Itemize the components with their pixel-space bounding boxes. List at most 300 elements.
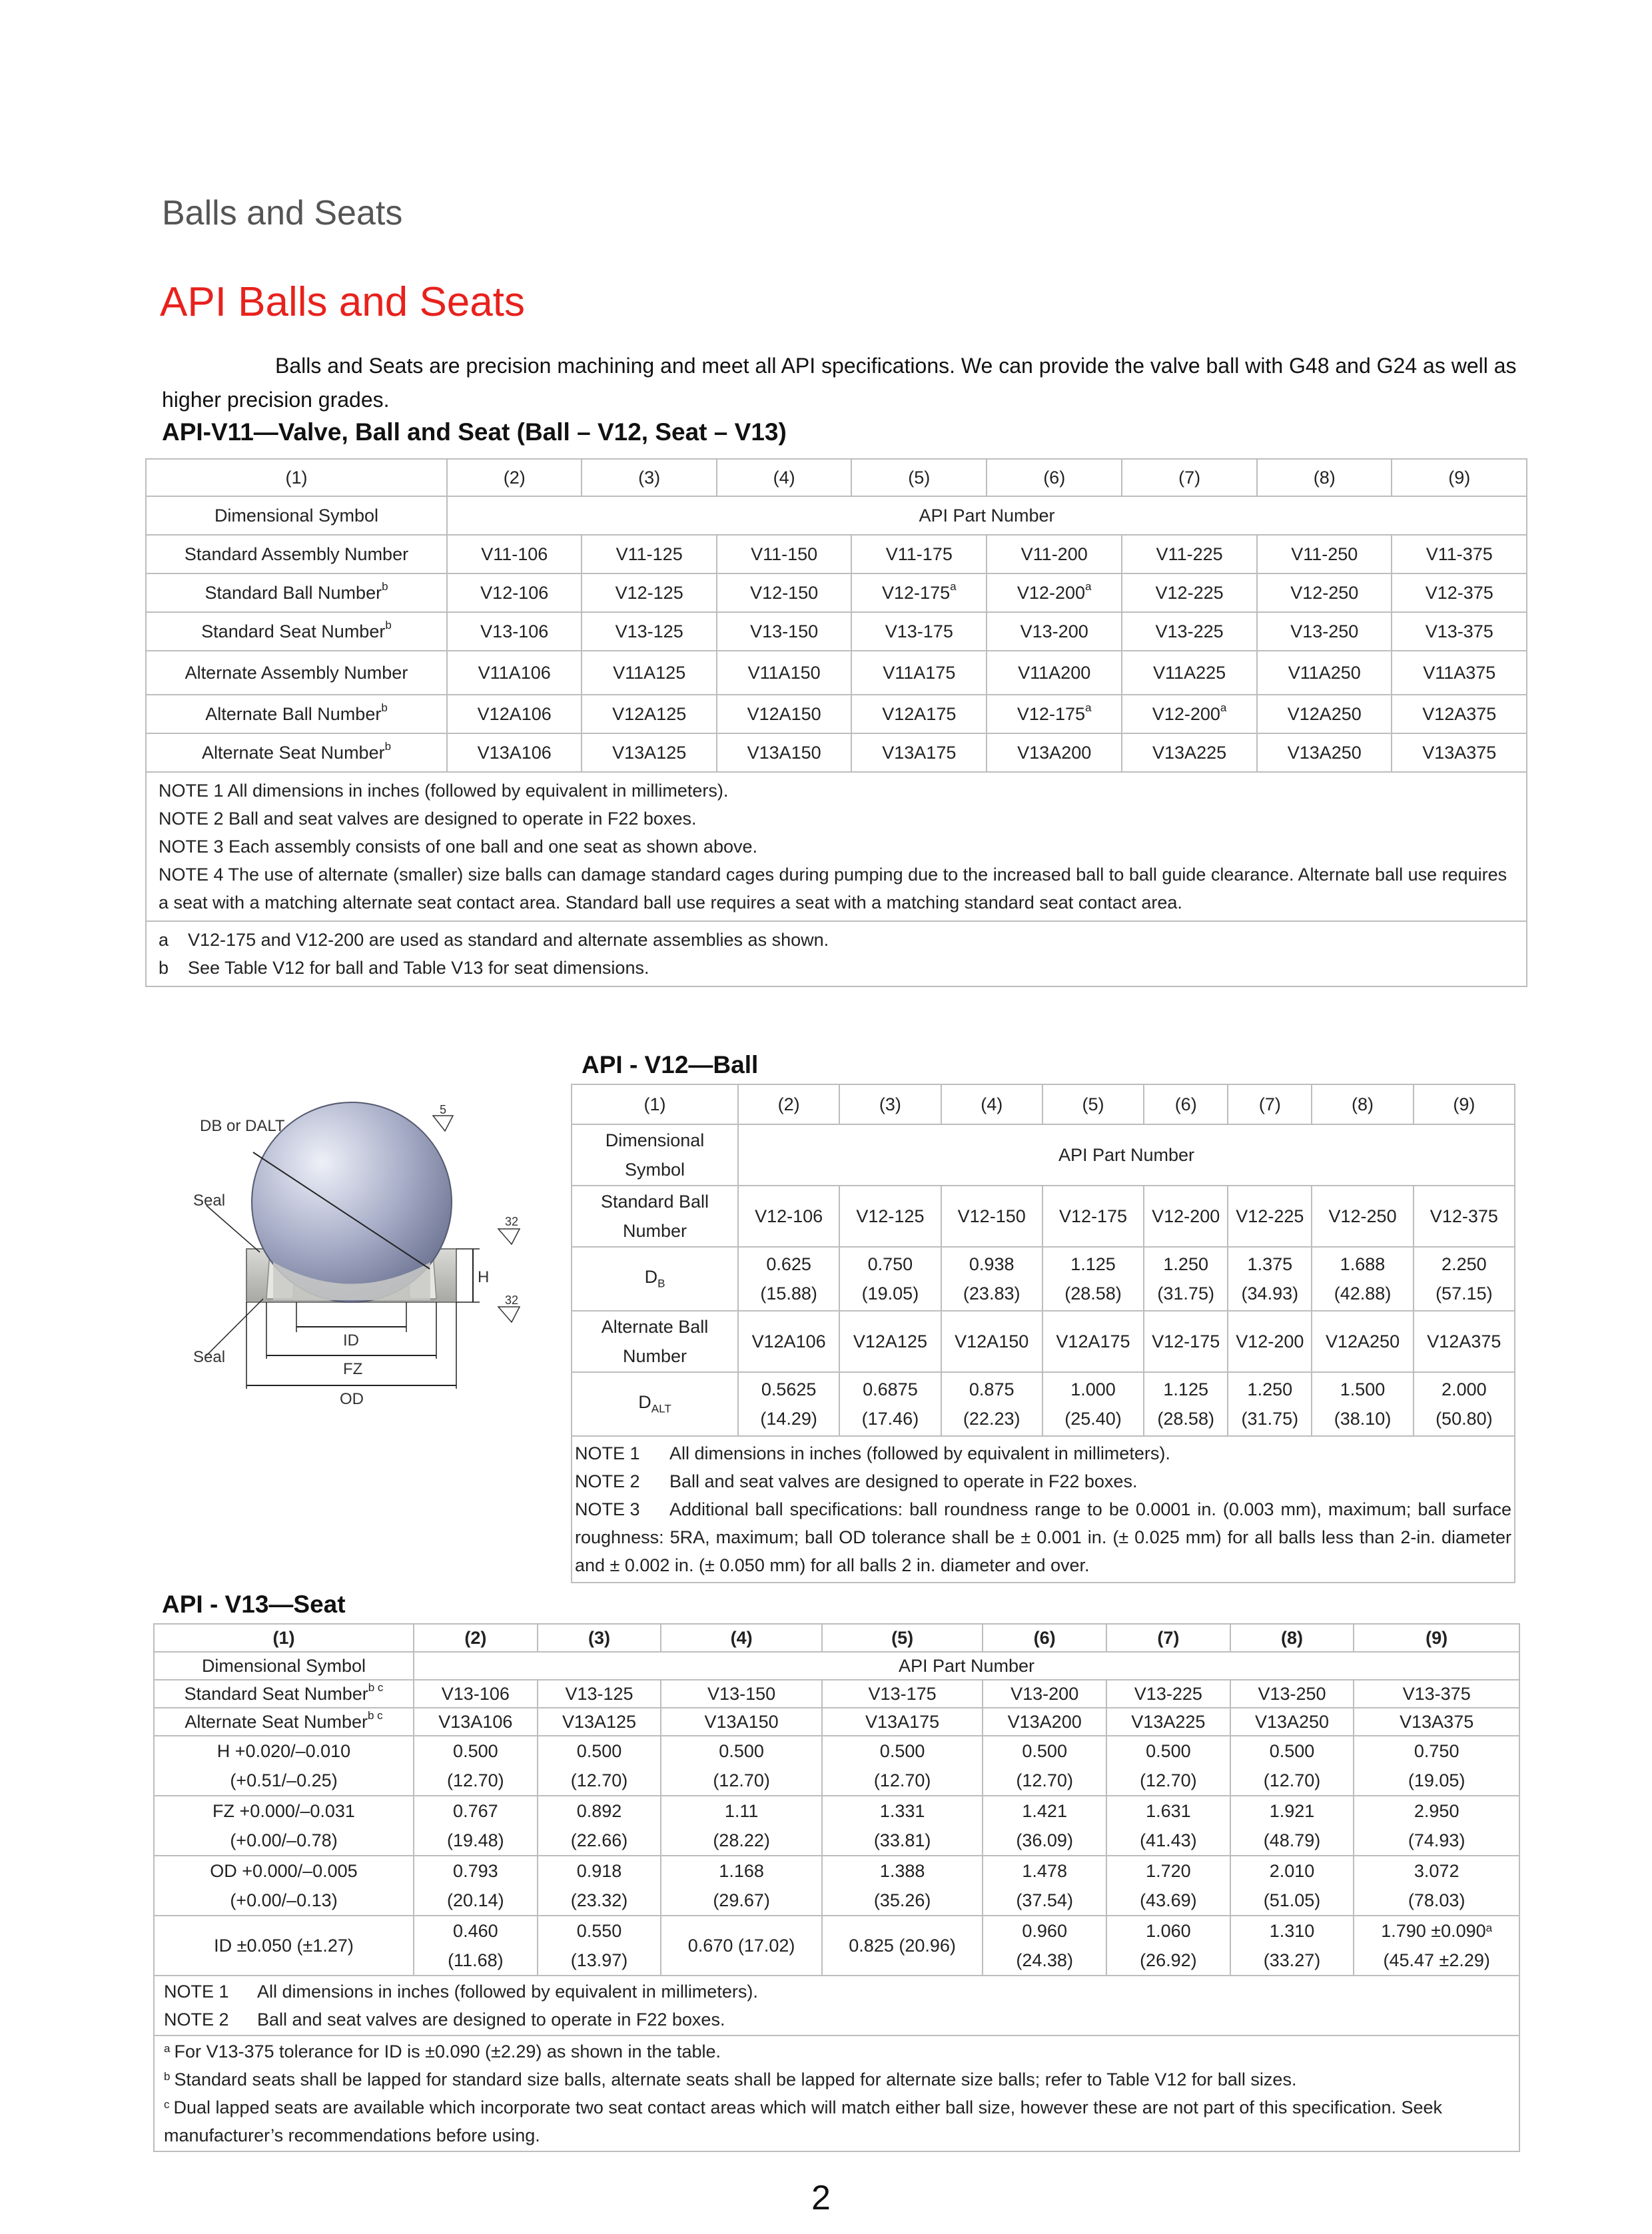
v11-cell-text: V13A250 bbox=[1287, 742, 1362, 763]
v12-notes-row bbox=[572, 1436, 1515, 1583]
v12-dimensional-symbol: Dimensional Symbol bbox=[572, 1124, 738, 1186]
v13-od-label bbox=[154, 1856, 414, 1916]
v11-cell bbox=[1392, 612, 1527, 651]
v13-id-cell-in-text: 0.550 bbox=[576, 1921, 622, 1941]
v11-cell bbox=[1122, 612, 1257, 651]
v13-fz-cell bbox=[1106, 1796, 1230, 1856]
v11-row-label-text: Alternate Ball Number bbox=[205, 703, 382, 724]
v13-api-part-number: API Part Number bbox=[414, 1652, 1519, 1680]
v12-db-cell bbox=[839, 1247, 941, 1311]
v11-cell bbox=[851, 651, 987, 695]
v12-standard-cell: V12-175 bbox=[1042, 1186, 1144, 1247]
v11-cell bbox=[1257, 612, 1392, 651]
v13-col-number: (1) bbox=[154, 1624, 414, 1652]
v12-db-cell bbox=[1042, 1247, 1144, 1311]
v11-cell-text: V12-175 bbox=[882, 582, 951, 603]
v12-dalt-cell-in: 2.000 bbox=[1442, 1379, 1487, 1399]
v12-dalt-cell-in: 0.875 bbox=[969, 1379, 1015, 1399]
v11-cell-text: V13-225 bbox=[1155, 621, 1224, 641]
v13-h-cell-mm: (12.70) bbox=[570, 1770, 628, 1790]
v12-dalt-cell-mm: (38.10) bbox=[1334, 1409, 1392, 1429]
v13-footnote-text: Dual lapped seats are available which incorporate two seat contact areas which will match either ball size, however these are not part of this specification. Seek manufacturer’s recommendations before using. bbox=[164, 2097, 1443, 2145]
v11-cell-text: V11-175 bbox=[885, 544, 953, 564]
intro-paragraph: Balls and Seats are precision machining and meet all API specifications. We can provide the valve ball with G48 and G24 as well as higher precision grades. bbox=[162, 354, 1517, 412]
label-seal-top: Seal bbox=[193, 1192, 226, 1210]
v12-alternate-cell: V12-200 bbox=[1228, 1311, 1312, 1372]
v13-col-number: (4) bbox=[661, 1624, 822, 1652]
v13-od-cell-in: 3.072 bbox=[1414, 1861, 1459, 1881]
v11-cell-text: V11A106 bbox=[478, 662, 551, 683]
v12-col-number: (5) bbox=[1042, 1084, 1144, 1124]
v11-cell-text: V11A375 bbox=[1423, 662, 1496, 683]
v11-cell-text: V13-200 bbox=[1020, 621, 1088, 641]
v11-cell bbox=[987, 695, 1122, 733]
v13-footnote bbox=[164, 2093, 1509, 2149]
v11-cell-text: V13-125 bbox=[615, 621, 683, 641]
v13-alternate-cell: V13A106 bbox=[414, 1708, 538, 1736]
v13-col-number: (3) bbox=[538, 1624, 661, 1652]
v12-dalt-cell-mm: (31.75) bbox=[1241, 1409, 1299, 1429]
v12-db-cell bbox=[1228, 1247, 1312, 1311]
v11-cell-text: V13A200 bbox=[1017, 742, 1092, 763]
v11-cell-text: V11-200 bbox=[1021, 544, 1088, 564]
v13-id-cell bbox=[414, 1916, 538, 1976]
v13-footnote-text: For V13-375 tolerance for ID is ±0.090 (±2.29) as shown in the table. bbox=[174, 2042, 721, 2061]
v11-cell bbox=[987, 733, 1122, 772]
v13-fz-cell-mm: (33.81) bbox=[873, 1830, 931, 1850]
v11-cell-text: V12-200 bbox=[1152, 703, 1220, 724]
v11-col-number: (2) bbox=[447, 459, 582, 496]
v13-id-row bbox=[154, 1916, 1519, 1976]
v11-row-label bbox=[146, 535, 447, 573]
v13-fz-cell-in: 1.331 bbox=[879, 1801, 925, 1821]
v13-od-cell-mm: (23.32) bbox=[570, 1890, 628, 1910]
v13-h-cell-in: 0.500 bbox=[719, 1741, 764, 1761]
v11-cell-text: V11-150 bbox=[751, 544, 818, 564]
v13-col-number: (9) bbox=[1354, 1624, 1519, 1652]
v13-h-cell-in: 0.500 bbox=[576, 1741, 622, 1761]
v12-col-numbers-row bbox=[572, 1084, 1515, 1124]
v12-db-cell-in: 1.125 bbox=[1070, 1254, 1116, 1274]
v11-cell-text: V11A125 bbox=[613, 662, 686, 683]
v13-footnote bbox=[164, 2038, 1509, 2065]
v11-cell bbox=[851, 733, 987, 772]
label-32-bottom: 32 bbox=[505, 1294, 519, 1307]
v13-id-cell bbox=[1106, 1916, 1230, 1976]
v11-cell-text: V12A375 bbox=[1422, 703, 1497, 724]
v13-fz-cell bbox=[414, 1796, 538, 1856]
v13-od-cell-mm: (43.69) bbox=[1140, 1890, 1197, 1910]
v13-id-label: ID ±0.050 (±1.27) bbox=[154, 1916, 414, 1976]
v11-row-label bbox=[146, 695, 447, 733]
main-title: API Balls and Seats bbox=[160, 279, 525, 325]
v11-heading: API-V11—Valve, Ball and Seat (Ball – V12, Seat – V13) bbox=[162, 418, 787, 446]
v11-cell bbox=[987, 651, 1122, 695]
v11-col-number: (9) bbox=[1392, 459, 1527, 496]
v13-footnotes-row bbox=[154, 2036, 1519, 2151]
v13-id-cell bbox=[822, 1916, 983, 1976]
v13-note-label: NOTE 1 bbox=[164, 1982, 229, 2002]
v12-db-cell-mm: (57.15) bbox=[1436, 1284, 1493, 1303]
v12-col-number: (4) bbox=[941, 1084, 1042, 1124]
v12-note-text: Additional ball specifications: ball roundness range to be 0.0001 in. (0.003 mm), maximum; ball surface roughness: 5RA, maximum; ball OD tolerance shall be ± 0.001 in. (± 0.025 mm) for all balls less than 2-in. diameter and ± 0.002 in. (± 0.050 mm) for all balls 2 in. diameter and over. bbox=[575, 1499, 1511, 1575]
v13-note-label: NOTE 2 bbox=[164, 2010, 229, 2030]
v11-row-label-text: Alternate Seat Number bbox=[201, 742, 385, 763]
v13-footnote bbox=[164, 2065, 1509, 2093]
v12-standard-cell: V12-106 bbox=[738, 1186, 839, 1247]
v13-id-cell-in bbox=[986, 1916, 1103, 1946]
v12-dalt-cell bbox=[1414, 1372, 1515, 1436]
v13-h-cell bbox=[1106, 1736, 1230, 1796]
v11-col-number: (6) bbox=[987, 459, 1122, 496]
v13-footnote-mark: b bbox=[164, 2070, 171, 2083]
v12-col-number: (1) bbox=[572, 1084, 738, 1124]
v11-cell-text: V13A225 bbox=[1152, 742, 1227, 763]
v13-standard-row bbox=[154, 1680, 1519, 1708]
v12-db-cell-mm: (34.93) bbox=[1241, 1284, 1299, 1303]
v11-row bbox=[146, 612, 1527, 651]
v11-cell bbox=[1392, 535, 1527, 573]
v13-id-cell-mm: (11.68) bbox=[448, 1950, 504, 1970]
v11-cell-text: V12-106 bbox=[480, 582, 549, 603]
v12-dalt-label bbox=[572, 1372, 738, 1436]
v13-h-cell bbox=[983, 1736, 1106, 1796]
v11-cell bbox=[582, 535, 716, 573]
v12-alternate-cell: V12A375 bbox=[1414, 1311, 1515, 1372]
v12-dalt-cell bbox=[1312, 1372, 1413, 1436]
v13-h-label-in: H +0.020/–0.010 bbox=[216, 1741, 351, 1761]
v13-standard-cell: V13-175 bbox=[822, 1680, 983, 1708]
v13-alternate-cell: V13A150 bbox=[661, 1708, 822, 1736]
v11-note: NOTE 2 Ball and seat valves are designed to operate in F22 boxes. bbox=[159, 809, 697, 829]
v13-id-cell-mm: (26.92) bbox=[1140, 1950, 1197, 1970]
v13-id-cell-in bbox=[417, 1916, 534, 1946]
v11-row-label-text: Alternate Assembly Number bbox=[185, 662, 408, 683]
v11-cell-text: V11-125 bbox=[616, 544, 683, 564]
label-db: DB or DALT bbox=[200, 1117, 285, 1135]
v12-dalt-cell-mm: (17.46) bbox=[861, 1409, 919, 1429]
label-seal-bottom: Seal bbox=[193, 1348, 226, 1366]
v13-fz-cell-in: 2.950 bbox=[1414, 1801, 1459, 1821]
v13-h-cell bbox=[414, 1736, 538, 1796]
v13-col-numbers-row bbox=[154, 1624, 1519, 1652]
v13-id-cell-in bbox=[1234, 1916, 1351, 1946]
label-id: ID bbox=[343, 1331, 359, 1349]
v12-db-label-sub: B bbox=[657, 1277, 665, 1290]
v12-table bbox=[571, 1084, 1515, 1583]
v13-id-cell-in-text: 0.460 bbox=[453, 1921, 498, 1941]
v11-cell-text: V13A150 bbox=[747, 742, 821, 763]
v13-fz-cell-in: 1.11 bbox=[724, 1801, 759, 1821]
v11-cell-sup: a bbox=[1085, 701, 1092, 714]
v11-cell bbox=[717, 651, 851, 695]
v13-od-cell-mm: (51.05) bbox=[1263, 1890, 1321, 1910]
v11-cell bbox=[1392, 651, 1527, 695]
v12-note bbox=[575, 1439, 1511, 1467]
v12-db-cell bbox=[1414, 1247, 1515, 1311]
v11-cell-text: V13-250 bbox=[1290, 621, 1359, 641]
v13-od-label-in: OD +0.000/–0.005 bbox=[210, 1861, 358, 1881]
v13-id-cell-mm: (33.27) bbox=[1263, 1950, 1321, 1970]
v12-col-number: (2) bbox=[738, 1084, 839, 1124]
v11-cell-text: V13A375 bbox=[1422, 742, 1497, 763]
v13-h-cell-mm: (12.70) bbox=[713, 1770, 770, 1790]
v13-h-cell-in: 0.750 bbox=[1414, 1741, 1459, 1761]
v11-cell-text: V11A225 bbox=[1153, 662, 1226, 683]
v11-cell bbox=[717, 733, 851, 772]
v11-cell bbox=[582, 651, 716, 695]
v12-standard-cell: V12-375 bbox=[1414, 1186, 1515, 1247]
v11-cell bbox=[1122, 573, 1257, 612]
v13-od-cell bbox=[414, 1856, 538, 1916]
v11-cell-text: V12A150 bbox=[747, 703, 821, 724]
v12-col-number: (3) bbox=[839, 1084, 941, 1124]
v13-od-cell bbox=[538, 1856, 661, 1916]
v13-id-cell bbox=[1354, 1916, 1519, 1976]
v12-dalt-cell bbox=[738, 1372, 839, 1436]
v11-cell bbox=[447, 535, 582, 573]
v11-cell-text: V12A175 bbox=[882, 703, 957, 724]
v11-table bbox=[145, 458, 1527, 987]
v13-h-label bbox=[154, 1736, 414, 1796]
v13-fz-cell-in: 0.892 bbox=[576, 1801, 622, 1821]
v13-col-number: (7) bbox=[1106, 1624, 1230, 1652]
v13-alternate-cell: V13A375 bbox=[1354, 1708, 1519, 1736]
v12-db-cell-mm: (23.83) bbox=[963, 1284, 1021, 1303]
v12-db-cell-mm: (42.88) bbox=[1334, 1284, 1392, 1303]
v11-cell-text: V12-250 bbox=[1290, 582, 1359, 603]
v11-cell bbox=[1257, 535, 1392, 573]
v11-col-number: (1) bbox=[146, 459, 447, 496]
v13-col-number: (5) bbox=[822, 1624, 983, 1652]
v12-header-row bbox=[572, 1124, 1515, 1186]
v13-h-cell bbox=[1354, 1736, 1519, 1796]
v12-alternate-label: Alternate Ball Number bbox=[572, 1311, 738, 1372]
v12-note-text: All dimensions in inches (followed by equivalent in millimeters). bbox=[669, 1443, 1170, 1463]
v12-dalt-cell bbox=[839, 1372, 941, 1436]
v13-id-cell bbox=[661, 1916, 822, 1976]
v13-standard-cell: V13-200 bbox=[983, 1680, 1106, 1708]
v11-cell bbox=[1122, 535, 1257, 573]
v13-od-cell bbox=[1230, 1856, 1354, 1916]
v13-alternate-cell: V13A200 bbox=[983, 1708, 1106, 1736]
v11-col-number: (3) bbox=[582, 459, 716, 496]
v13-h-cell-in: 0.500 bbox=[1022, 1741, 1067, 1761]
v13-fz-cell bbox=[661, 1796, 822, 1856]
v13-id-cell-mm: (24.38) bbox=[1016, 1950, 1073, 1970]
v11-cell-text: V12A250 bbox=[1287, 703, 1362, 724]
v12-dalt-cell-in: 1.250 bbox=[1247, 1379, 1293, 1399]
v11-cell-text: V13-375 bbox=[1425, 621, 1493, 641]
v13-standard-cell: V13-106 bbox=[414, 1680, 538, 1708]
v13-id-cell bbox=[983, 1916, 1106, 1976]
v12-alternate-cell: V12A106 bbox=[738, 1311, 839, 1372]
v11-cell bbox=[851, 695, 987, 733]
v13-od-cell-in: 1.168 bbox=[719, 1861, 764, 1881]
v11-cell bbox=[1122, 695, 1257, 733]
v11-note: NOTE 3 Each assembly consists of one ball and one seat as shown above. bbox=[159, 837, 758, 857]
v13-od-cell-in: 1.388 bbox=[879, 1861, 925, 1881]
v13-alternate-label-sup: b c bbox=[367, 1708, 383, 1722]
v13-footnote-mark: a bbox=[164, 2042, 171, 2055]
v13-heading: API - V13—Seat bbox=[162, 1591, 346, 1618]
v12-db-cell-in: 2.250 bbox=[1442, 1254, 1487, 1274]
v11-dimensional-symbol: Dimensional Symbol bbox=[146, 496, 447, 535]
v11-cell bbox=[1392, 733, 1527, 772]
v12-alternate-cell: V12A175 bbox=[1042, 1311, 1144, 1372]
v11-cell bbox=[582, 695, 716, 733]
v11-cell bbox=[1122, 651, 1257, 695]
v13-h-cell-mm: (12.70) bbox=[447, 1770, 504, 1790]
v11-col-numbers-row bbox=[146, 459, 1527, 496]
v11-cell bbox=[1257, 573, 1392, 612]
v11-row bbox=[146, 695, 1527, 733]
v11-cell bbox=[1392, 573, 1527, 612]
v11-cell bbox=[987, 535, 1122, 573]
v12-note-label: NOTE 1 bbox=[575, 1443, 640, 1463]
v11-cell-text: V12-375 bbox=[1425, 582, 1493, 603]
v11-cell-text: V12-125 bbox=[615, 582, 683, 603]
v12-dalt-cell-mm: (14.29) bbox=[760, 1409, 817, 1429]
v11-col-number: (5) bbox=[851, 459, 987, 496]
v13-od-cell-mm: (20.14) bbox=[447, 1890, 504, 1910]
v12-standard-label: Standard Ball Number bbox=[572, 1186, 738, 1247]
v13-fz-cell-in: 1.921 bbox=[1269, 1801, 1315, 1821]
v13-h-cell bbox=[822, 1736, 983, 1796]
v11-cell-text: V13-106 bbox=[480, 621, 549, 641]
v11-cell bbox=[447, 612, 582, 651]
v13-h-cell-in: 0.500 bbox=[879, 1741, 925, 1761]
v13-od-cell-mm: (35.26) bbox=[873, 1890, 931, 1910]
label-5: 5 bbox=[440, 1103, 447, 1116]
v11-cell bbox=[851, 612, 987, 651]
v13-id-cell-in-text: 0.825 (20.96) bbox=[849, 1936, 956, 1956]
v12-api-part-number: API Part Number bbox=[738, 1124, 1515, 1186]
v13-fz-cell-mm: (19.48) bbox=[447, 1830, 504, 1850]
v13-footnotes bbox=[154, 2036, 1519, 2151]
v12-dalt-cell bbox=[1228, 1372, 1312, 1436]
v11-cell-sup: a bbox=[1085, 579, 1092, 593]
v12-db-cell bbox=[1144, 1247, 1228, 1311]
v12-standard-cell: V12-150 bbox=[941, 1186, 1042, 1247]
v11-note: NOTE 1 All dimensions in inches (followed by equivalent in millimeters). bbox=[159, 781, 729, 801]
v11-row-label-sup: b bbox=[382, 579, 388, 593]
v11-row-label bbox=[146, 573, 447, 612]
label-od: OD bbox=[340, 1390, 364, 1408]
v11-footnote-mark: a bbox=[159, 930, 169, 950]
v13-h-cell-mm: (12.70) bbox=[1016, 1770, 1073, 1790]
v12-dalt-cell-mm: (25.40) bbox=[1064, 1409, 1122, 1429]
v13-h-cell-in: 0.500 bbox=[453, 1741, 498, 1761]
v13-alternate-row bbox=[154, 1708, 1519, 1736]
v13-notes bbox=[154, 1976, 1519, 2036]
v11-row bbox=[146, 535, 1527, 573]
v13-od-cell-in: 0.918 bbox=[576, 1861, 622, 1881]
v12-db-cell-in: 0.938 bbox=[969, 1254, 1015, 1274]
v11-footnotes bbox=[146, 921, 1527, 986]
v13-fz-label bbox=[154, 1796, 414, 1856]
v11-row-label bbox=[146, 612, 447, 651]
v12-db-label-text: D bbox=[644, 1267, 658, 1288]
v11-cell-text: V11A175 bbox=[883, 662, 956, 683]
v11-col-number: (7) bbox=[1122, 459, 1257, 496]
v11-cell bbox=[1257, 695, 1392, 733]
v12-col-number: (8) bbox=[1312, 1084, 1413, 1124]
v11-cell bbox=[987, 573, 1122, 612]
v12-dalt-cell-in: 0.6875 bbox=[863, 1379, 918, 1399]
v13-h-cell bbox=[1230, 1736, 1354, 1796]
v11-header-row bbox=[146, 496, 1527, 535]
v13-alternate-cell: V13A175 bbox=[822, 1708, 983, 1736]
v13-note-text: All dimensions in inches (followed by equivalent in millimeters). bbox=[257, 1982, 758, 2002]
v11-cell-text: V13A106 bbox=[477, 742, 552, 763]
v13-od-cell-in: 2.010 bbox=[1269, 1861, 1315, 1881]
v13-fz-label-mm: (+0.00/–0.78) bbox=[230, 1830, 338, 1850]
v12-dalt-cell-in: 0.5625 bbox=[761, 1379, 817, 1399]
v13-h-cell bbox=[538, 1736, 661, 1796]
v11-cell-text: V12A125 bbox=[612, 703, 687, 724]
v11-notes-row bbox=[146, 772, 1527, 921]
v12-alternate-cell: V12A125 bbox=[839, 1311, 941, 1372]
v11-cell bbox=[1392, 695, 1527, 733]
v12-note bbox=[575, 1495, 1511, 1579]
v13-id-cell bbox=[1230, 1916, 1354, 1976]
v13-dimensional-symbol: Dimensional Symbol bbox=[154, 1652, 414, 1680]
v12-col-number: (7) bbox=[1228, 1084, 1312, 1124]
v11-cell bbox=[1257, 733, 1392, 772]
v11-cell bbox=[447, 651, 582, 695]
v11-row bbox=[146, 733, 1527, 772]
label-fz: FZ bbox=[343, 1360, 363, 1378]
v12-db-cell-mm: (28.58) bbox=[1064, 1284, 1122, 1303]
v11-api-part-number: API Part Number bbox=[447, 496, 1527, 535]
v13-od-cell bbox=[1354, 1856, 1519, 1916]
v11-cell-text: V11-375 bbox=[1426, 544, 1493, 564]
v11-notes bbox=[146, 772, 1527, 921]
v13-header-row bbox=[154, 1652, 1519, 1680]
section-title: Balls and Seats bbox=[162, 194, 403, 232]
v13-fz-cell bbox=[983, 1796, 1106, 1856]
v13-id-cell-in bbox=[664, 1931, 819, 1960]
v13-id-cell-in bbox=[1357, 1916, 1516, 1946]
v13-fz-cell-mm: (74.93) bbox=[1408, 1830, 1465, 1850]
v13-fz-cell bbox=[538, 1796, 661, 1856]
v13-od-cell-in: 0.793 bbox=[453, 1861, 498, 1881]
v11-footnote bbox=[159, 926, 1514, 954]
v13-standard-label-sup: b c bbox=[368, 1680, 384, 1694]
v13-id-cell-in-text: 1.060 bbox=[1146, 1921, 1191, 1941]
v11-cell bbox=[582, 733, 716, 772]
v12-standard-cell: V12-125 bbox=[839, 1186, 941, 1247]
v13-id-cell-in-text: 0.670 (17.02) bbox=[687, 1936, 795, 1956]
v11-row-label-sup: b bbox=[385, 618, 392, 631]
v11-row-label-text: Standard Seat Number bbox=[201, 621, 386, 641]
v12-db-cell-in: 1.375 bbox=[1247, 1254, 1293, 1274]
label-h: H bbox=[478, 1268, 490, 1286]
v11-cell-text: V13-150 bbox=[750, 621, 819, 641]
v11-cell bbox=[717, 535, 851, 573]
v13-standard-label-text: Standard Seat Number bbox=[184, 1683, 368, 1704]
v13-alternate-label-text: Alternate Seat Number bbox=[185, 1711, 368, 1732]
v12-db-cell bbox=[1312, 1247, 1413, 1311]
v11-cell-text: V11A150 bbox=[747, 662, 821, 683]
v11-cell bbox=[447, 695, 582, 733]
v11-cell-text: V12A106 bbox=[477, 703, 552, 724]
v12-alternate-cell: V12-175 bbox=[1144, 1311, 1228, 1372]
v12-col-number: (6) bbox=[1144, 1084, 1228, 1124]
v12-note-label: NOTE 3 bbox=[575, 1499, 640, 1519]
v11-footnote bbox=[159, 954, 1514, 982]
